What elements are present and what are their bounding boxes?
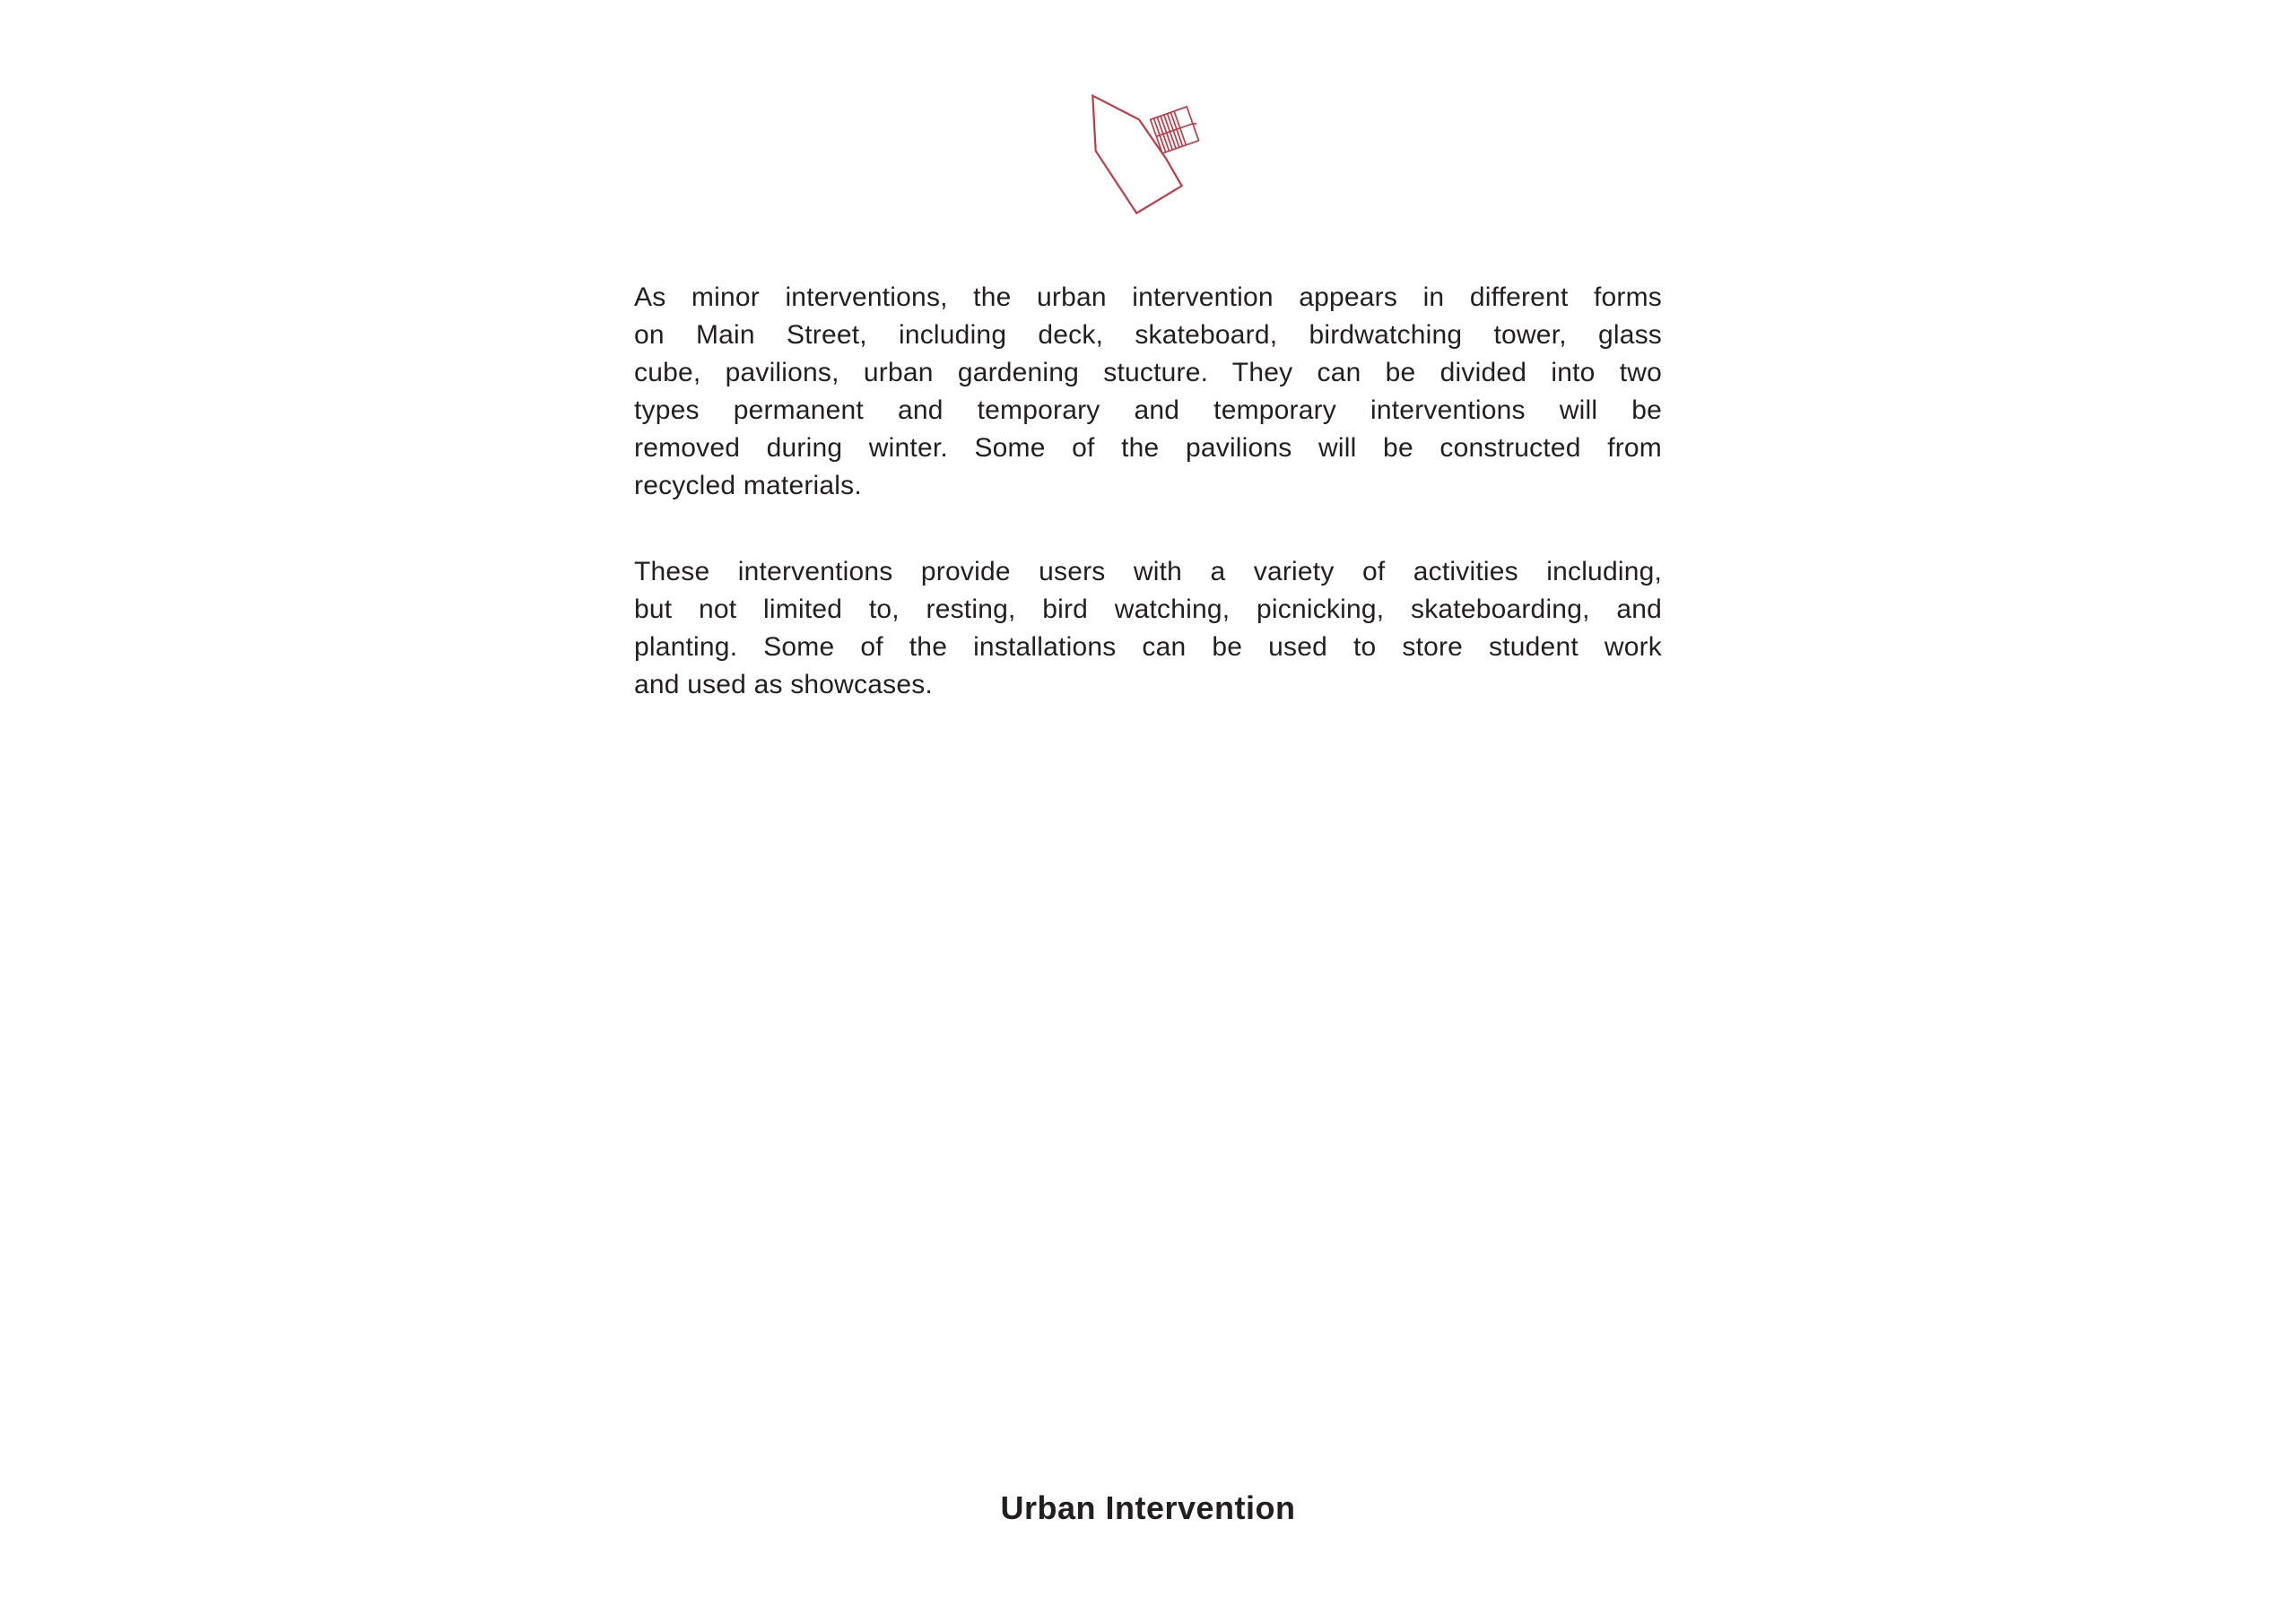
text-line: and used as showcases. [634, 670, 933, 699]
text-line: but not limited to, resting, bird watching, picnicking, skateboarding, and [634, 595, 1662, 624]
text-line: cube, pavilions, urban gardening stucture. They can be divided into two [634, 358, 1662, 387]
paragraph-1 [634, 279, 1662, 505]
description-text [634, 279, 1662, 752]
text-line: types permanent and temporary and temporary interventions will be [634, 395, 1662, 425]
house-stairs-logo-icon [1067, 81, 1318, 242]
text-line: As minor interventions, the urban intervention appears in different forms [634, 282, 1662, 312]
text-line: recycled materials. [634, 471, 862, 500]
paragraph-2 [634, 553, 1662, 704]
text-line: These interventions provide users with a variety of activities including, [634, 557, 1662, 586]
text-line: planting. Some of the installations can be used to store student work [634, 632, 1662, 662]
text-line: removed during winter. Some of the pavilions will be constructed from [634, 433, 1662, 463]
text-line: on Main Street, including deck, skateboard, birdwatching tower, glass [634, 320, 1662, 350]
page-title: Urban Intervention [1000, 1489, 1296, 1526]
